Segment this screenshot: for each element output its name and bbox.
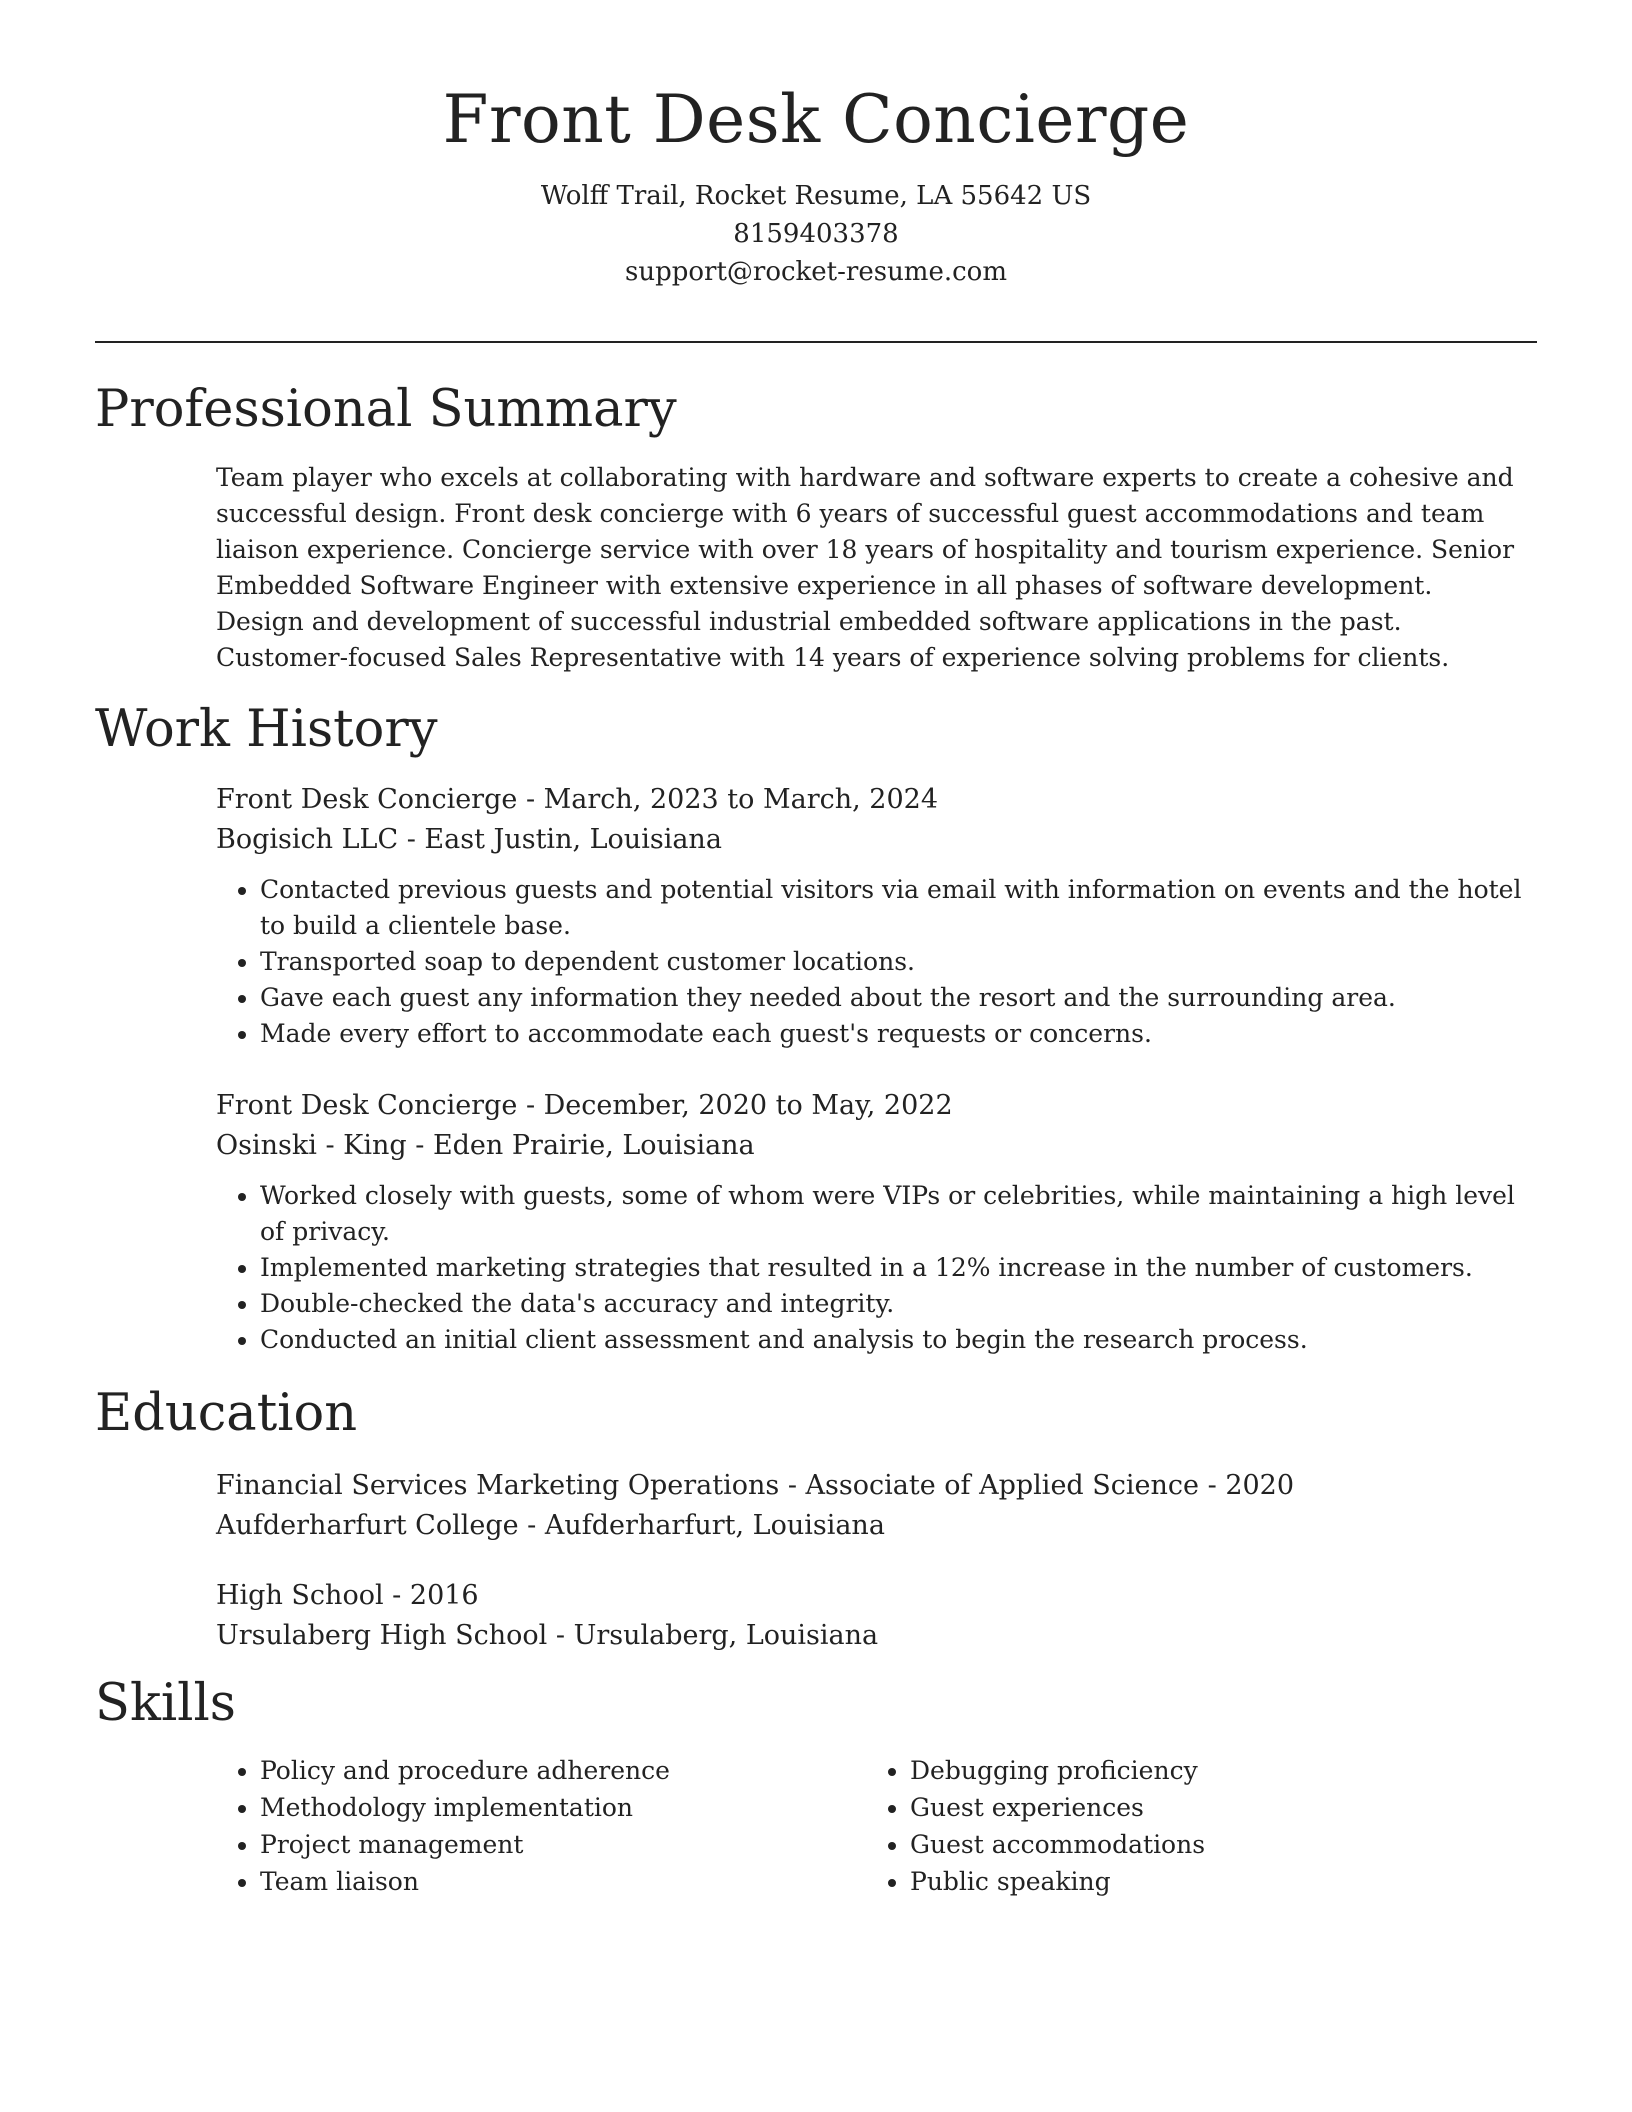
job-bullets — [216, 1178, 1526, 1358]
education-year: 2020 — [1225, 1470, 1295, 1501]
education-school-line — [216, 1506, 1526, 1546]
job-title-line — [216, 1086, 1526, 1126]
separator: - — [1199, 1470, 1226, 1501]
job-company: Osinski - King — [216, 1130, 407, 1161]
job-location: Eden Prairie, Louisiana — [432, 1130, 755, 1161]
job-role: Front Desk Concierge — [216, 1090, 518, 1121]
skill-item: • Team liaison — [260, 1863, 866, 1900]
header-divider — [95, 341, 1537, 343]
skill-item: • Methodology implementation — [260, 1789, 866, 1826]
education-program: Financial Services Marketing Operations — [216, 1470, 780, 1501]
contact-email: support@rocket-resume.com — [624, 257, 1007, 288]
candidate-title: Front Desk Concierge — [442, 81, 1190, 158]
education-program-line — [216, 1466, 1526, 1506]
job-dates: December, 2020 to May, 2022 — [543, 1090, 953, 1121]
summary-text: Team player who excels at collaborating with hardware and software experts to create a cohesive and successful design. Front desk concierge with 6 years of successful guest accommodations and team liaison experience. Concierge service with over 18 years of hospitality and tourism experience. Senior Embedded Software Engineer with extensive experience in all phases of software development. Design and development of successful industrial embedded software applications in the past. Customer-focused Sales Representative with 14 years of experience solving problems for clients. — [216, 463, 1515, 672]
education-location: Aufderharfurt, Louisiana — [544, 1510, 885, 1541]
education-entry — [216, 1576, 1526, 1656]
skill-item: • Policy and procedure adherence — [260, 1752, 866, 1789]
job-dates: March, 2023 to March, 2024 — [543, 784, 939, 815]
separator: - — [517, 784, 544, 815]
job-entry — [216, 1086, 1526, 1358]
education-school: Aufderharfurt College — [216, 1510, 519, 1541]
education-program-line — [216, 1576, 1526, 1616]
job-role: Front Desk Concierge — [216, 784, 518, 815]
skill-item: • Project management — [260, 1826, 866, 1863]
contact-block — [0, 177, 1632, 291]
job-title-line — [216, 780, 1526, 820]
skills-list — [216, 1752, 1526, 1900]
job-bullet: • Conducted an initial client assessment and analysis to begin the research process. — [260, 1322, 1526, 1358]
education-entry — [216, 1466, 1526, 1546]
job-bullet: • Made every effort to accommodate each guest's requests or concerns. — [260, 1016, 1526, 1052]
job-company: Bogisich LLC — [216, 824, 399, 855]
separator: - — [406, 1130, 433, 1161]
skill-item: • Public speaking — [910, 1863, 1516, 1900]
separator: - — [383, 1580, 410, 1611]
skill-item: • Debugging proficiency — [910, 1752, 1516, 1789]
section-title-education: Education — [95, 1384, 358, 1443]
education-year: 2016 — [409, 1580, 479, 1611]
resume-header — [0, 0, 1632, 291]
job-bullet: • Double-checked the data's accuracy and integrity. — [260, 1286, 1526, 1322]
job-company-line — [216, 820, 1526, 860]
skills-column-right — [866, 1752, 1516, 1900]
section-title-summary: Professional Summary — [95, 380, 677, 439]
summary-section — [216, 460, 1526, 676]
job-bullet: • Gave each guest any information they needed about the resort and the surrounding area. — [260, 980, 1526, 1016]
contact-address: Wolff Trail, Rocket Resume, LA 55642 US — [540, 181, 1092, 212]
education-degree: Associate of Applied Science — [805, 1470, 1200, 1501]
section-title-skills: Skills — [95, 1674, 236, 1733]
skills-column-left — [216, 1752, 866, 1900]
skill-item: • Guest experiences — [910, 1789, 1516, 1826]
separator: - — [779, 1470, 806, 1501]
separator: - — [398, 824, 425, 855]
job-bullet: • Transported soap to dependent customer locations. — [260, 944, 1526, 980]
job-bullet: • Contacted previous guests and potential visitors via email with information on events and the hotel to build a clientele base. — [260, 872, 1526, 944]
job-entry — [216, 780, 1526, 1052]
education-program: High School — [216, 1580, 384, 1611]
contact-phone: 8159403378 — [733, 219, 899, 250]
skill-item: • Guest accommodations — [910, 1826, 1516, 1863]
separator: - — [517, 1090, 544, 1121]
job-location: East Justin, Louisiana — [424, 824, 722, 855]
job-bullet: • Implemented marketing strategies that resulted in a 12% increase in the number of customers. — [260, 1250, 1526, 1286]
job-company-line — [216, 1126, 1526, 1166]
section-title-work-history: Work History — [95, 700, 438, 759]
separator: - — [547, 1620, 574, 1651]
job-bullets — [216, 872, 1526, 1052]
education-school: Ursulaberg High School — [216, 1620, 548, 1651]
separator: - — [518, 1510, 545, 1541]
job-bullet: • Worked closely with guests, some of whom were VIPs or celebrities, while maintaining a high level of privacy. — [260, 1178, 1526, 1250]
education-location: Ursulaberg, Louisiana — [573, 1620, 879, 1651]
education-school-line — [216, 1616, 1526, 1656]
